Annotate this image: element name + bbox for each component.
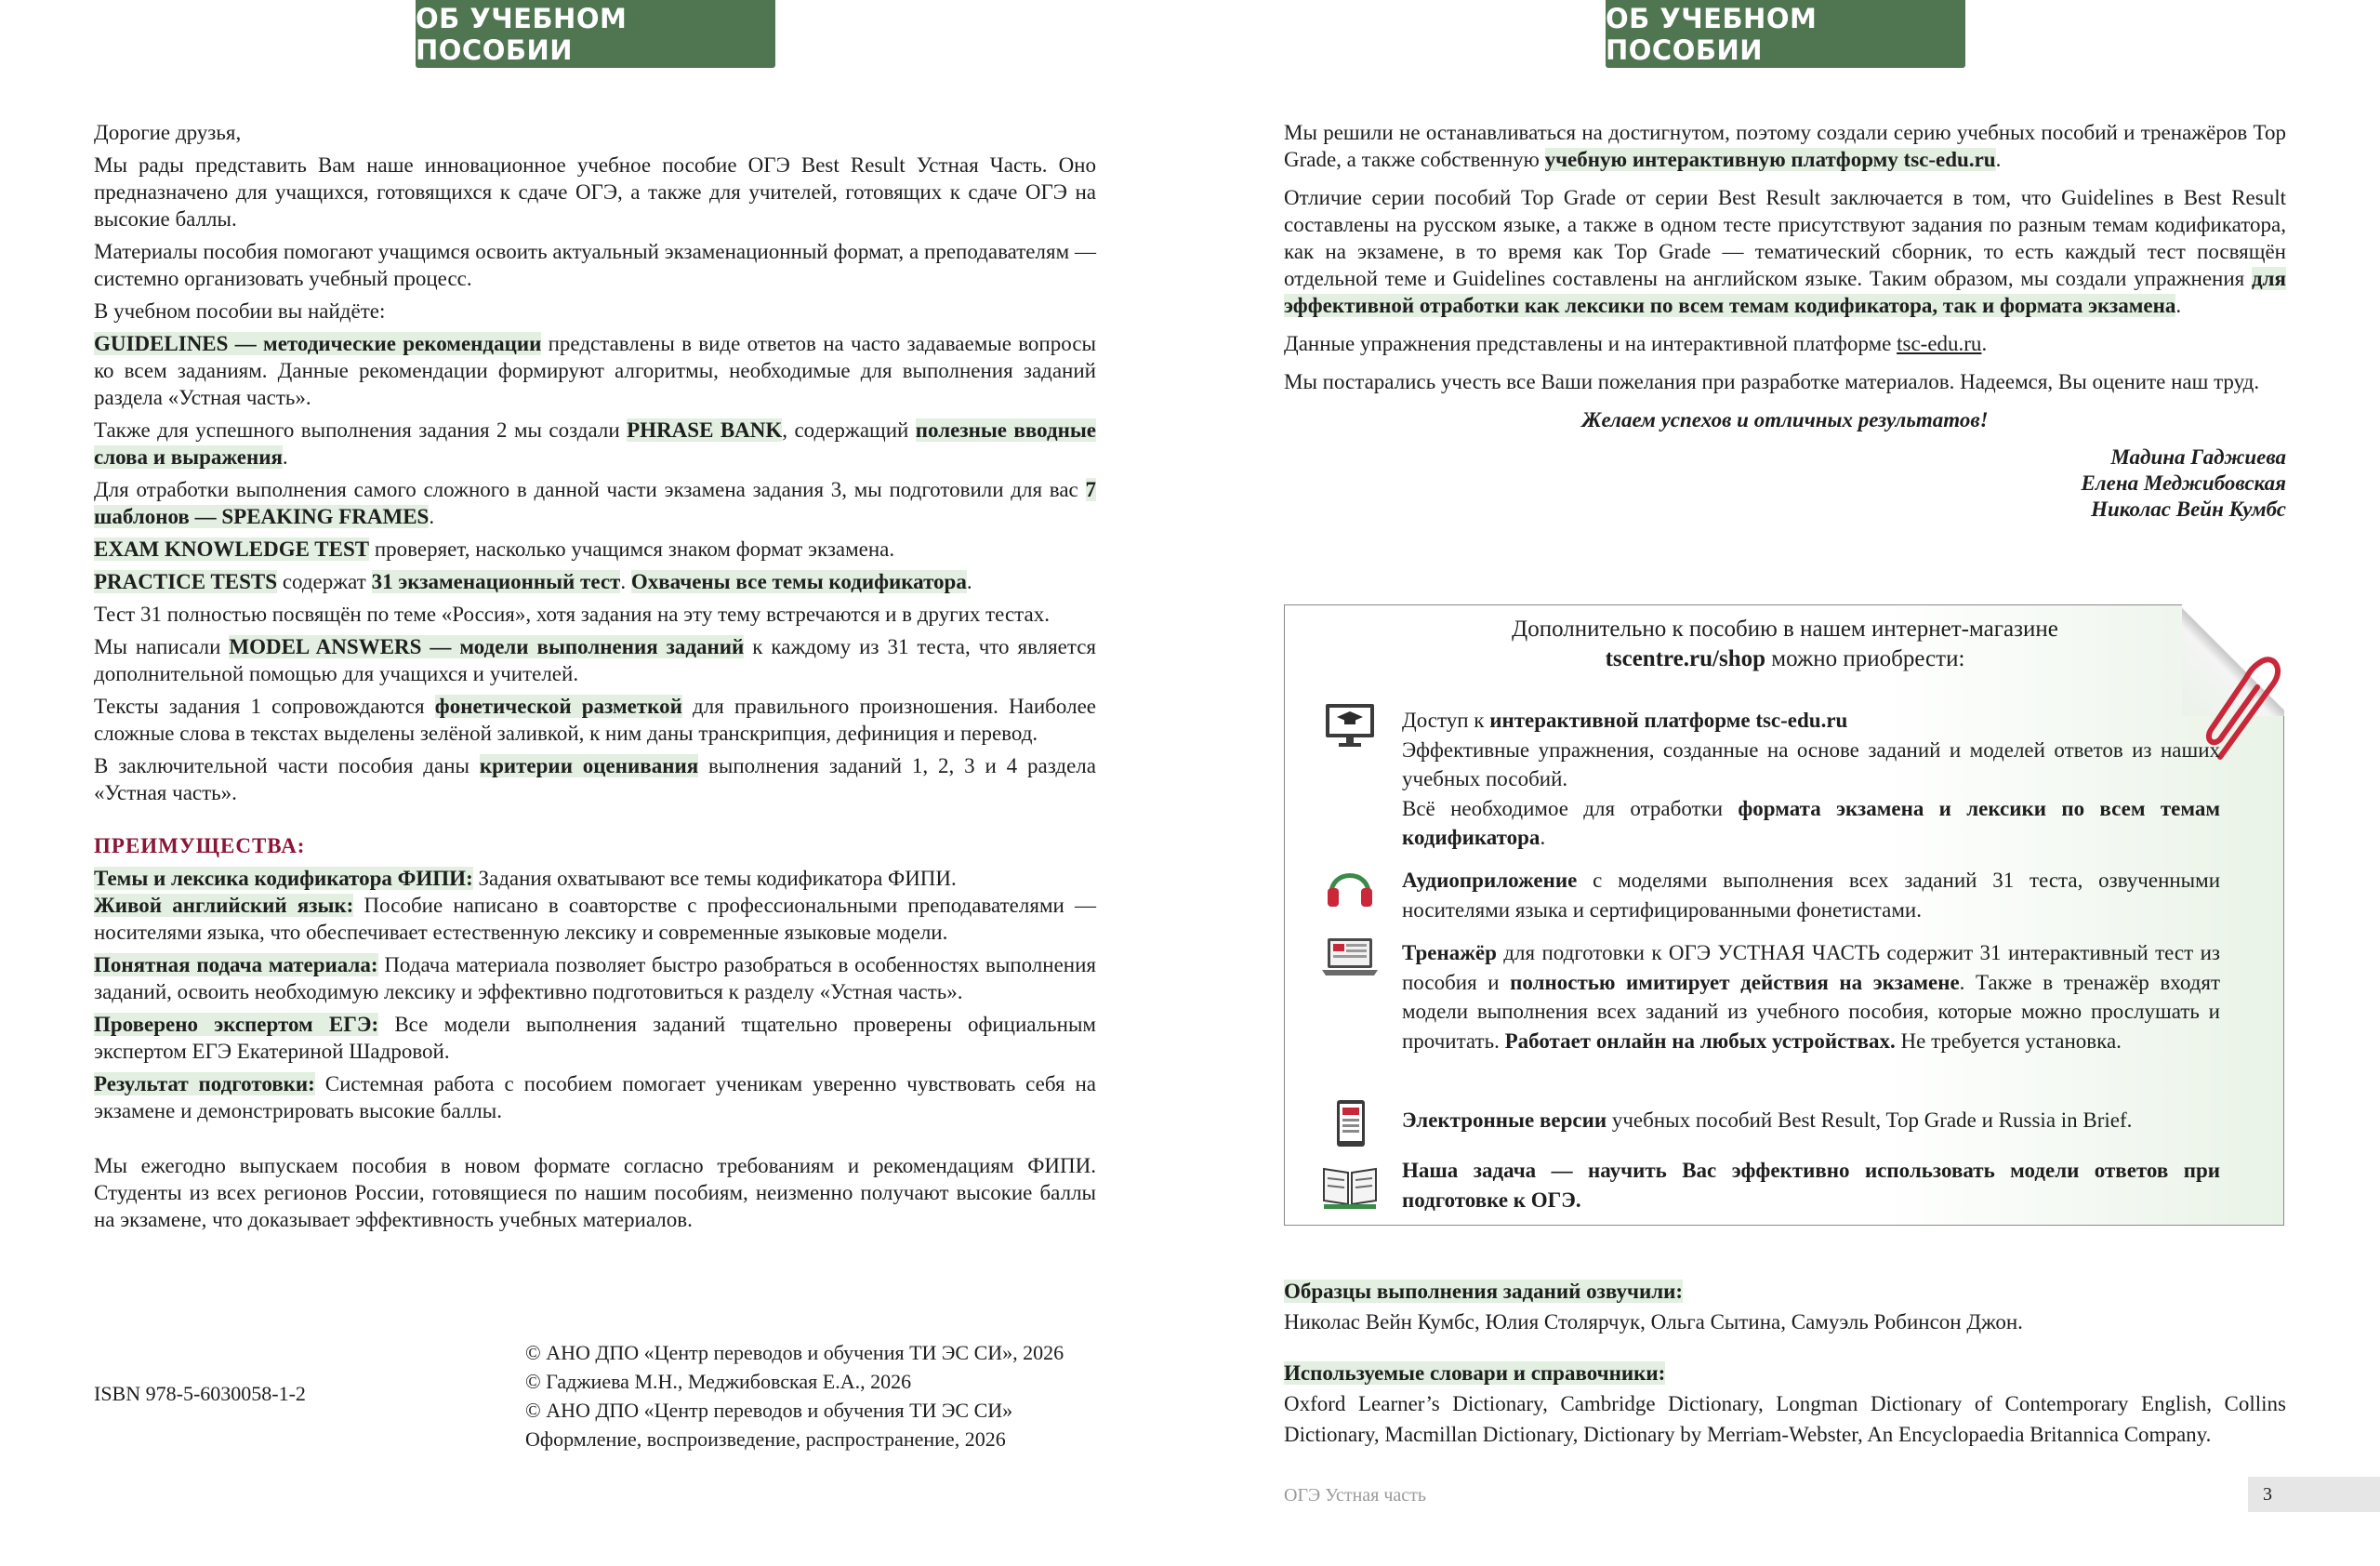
credits-block: [1284, 1276, 2286, 1450]
advantage-item: [94, 865, 1096, 892]
intro-paragraph: Мы рады представить Вам наше инновационное учебное пособие ОГЭ Best Result Устная Часть. Оно предназначено для учащихся, готовящихся к сдаче ОГЭ, а также для учителей, готовящих к сдаче ОГЭ на высокие баллы.: [94, 153, 1096, 231]
signature: Николас Вейн Кумбс: [2091, 498, 2286, 521]
advantage-text: Системная работа с пособием помогает ученикам уверенно чувствовать себя на экзамене и демонстрировать высокие баллы.: [94, 1072, 1096, 1122]
right-text-column: [1284, 119, 2286, 523]
copyright-line: © АНО ДПО «Центр переводов и обучения ТИ ЭС СИ», 2026: [525, 1341, 1064, 1364]
advantage-item: [94, 892, 1096, 946]
page-header-tab: ОБ УЧЕБНОМ ПОСОБИИ: [416, 0, 775, 68]
greeting: Дорогие друзья,: [94, 121, 242, 144]
laptop-icon: [1320, 931, 1380, 983]
box-title: [1285, 615, 2285, 674]
advantage-text: Пособие написано в соавторстве с профессиональными преподавателями — носителями языка, что обеспечивает естественную лексику и современные языковые модели.: [94, 894, 1096, 944]
guidelines-highlight: GUIDELINES — методические рекомендации: [94, 332, 542, 355]
advantage-label: Темы и лексика кодификатора ФИПИ:: [94, 867, 473, 890]
box-item-platform: [1402, 706, 2220, 853]
exercise-highlight: для эффективной отработки как лексики по всем темам кодификатора, так и формата экзамена: [1284, 267, 2286, 317]
advantage-label: Живой английский язык:: [94, 894, 354, 917]
phrase-bank-highlight: PHRASE BANK: [627, 418, 783, 442]
signature: Мадина Гаджиева: [2110, 445, 2286, 469]
p1-text-b: .: [1995, 148, 2002, 171]
p2-text-a: Отличие серии пособий Top Grade от серии Best Result заключается в том, что Guidelines в Best Result составлены на русском языке, а также в одном тесте присутствуют задания по разным темам кодификатора, как на экзамене, в то время как Top Grade — тематический сборник, то есть каждый тест посвящён отдельной теме и Guidelines составлены на английском языке. Таким образом, мы создали упражнения: [1284, 186, 2286, 290]
speaking-text-a: Для отработки выполнения самого сложного в данной части экзамена задания 3, мы подготовили для вас: [94, 478, 1086, 501]
graduation-monitor-icon: [1320, 698, 1380, 750]
isbn: ISBN 978-5-6030058-1-2: [94, 1382, 306, 1405]
exam-knowledge-highlight: EXAM KNOWLEDGE TEST: [94, 537, 370, 561]
i1-text-c: Эффективные упражнения, созданные на основе заданий и моделей ответов из наших учебных пособий.: [1402, 737, 2220, 790]
practice-text-c: .: [966, 570, 972, 593]
exam-knowledge-paragraph: [94, 536, 1096, 563]
platform-link[interactable]: tsc-edu.ru: [1897, 332, 1982, 355]
i3-text-d: . Также в тренажёр входят модели выполнения всех заданий из учебного пособия, которые можно прослушать и прочитать.: [1402, 970, 2220, 1053]
phrase-text-c: .: [282, 445, 288, 469]
exam-knowledge-text: проверяет, насколько учащимся знаком формат экзамена.: [369, 537, 895, 561]
p3-text-b: .: [1981, 332, 1988, 355]
copyright-line: Оформление, воспроизведение, распространение, 2026: [525, 1427, 1006, 1451]
phrase-text-b: , содержащий: [782, 418, 916, 442]
page-number: 3: [2248, 1477, 2380, 1512]
headphones-icon: [1320, 858, 1380, 910]
mission-text: Наша задача — научить Вас эффективно использовать модели ответов при подготовке к ОГЭ.: [1402, 1159, 2220, 1212]
copyright-line: © Гаджиева М.Н., Меджибовская Е.А., 2026: [525, 1370, 912, 1393]
practice-text-b: .: [620, 570, 631, 593]
advantage-text: Подача материала позволяет быстро разобраться в особенностях выполнения заданий, освоить необходимую лексику и эффективно подготовиться к разделу «Устная часть».: [94, 953, 1096, 1003]
i3-title: Тренажёр: [1402, 941, 1497, 964]
model-answers-paragraph: [94, 633, 1096, 687]
i4-text: учебных пособий Best Result, Top Grade и Russia in Brief.: [1606, 1108, 2133, 1132]
i1-text-e: формата экзамена и лексики по всем темам кодификатора: [1402, 796, 2221, 849]
difference-paragraph: [1284, 184, 2286, 319]
shop-info-box: [1284, 604, 2284, 1226]
i3-text-c: полностью имитирует действия на экзамене: [1510, 970, 1960, 994]
speaking-frames-highlight: 7 шаблонов — SPEAKING FRAMES: [94, 478, 1096, 528]
advantage-item: [94, 1011, 1096, 1065]
practice-tests-highlight: PRACTICE TESTS: [94, 570, 278, 593]
advantage-item: [94, 951, 1096, 1005]
box-item-ebooks: [1402, 1106, 2220, 1135]
platform-highlight: учебную интерактивную платформу tsc-edu.ru: [1544, 148, 1996, 171]
advantage-label: Результат подготовки:: [94, 1072, 315, 1095]
advantage-label: Понятная подача материала:: [94, 953, 378, 976]
wishes-paragraph: Мы постарались учесть все Ваши пожелания при разработке материалов. Надеемся, Вы оцените наш труд.: [1284, 370, 2260, 393]
i3-text-e: Работает онлайн на любых устройствах.: [1504, 1029, 1896, 1053]
i1-text-d: Всё необходимое для отработки: [1402, 796, 1739, 820]
find-paragraph: В учебном пособии вы найдёте:: [94, 299, 386, 323]
dictionaries-title: Используемые словари и справочники:: [1284, 1361, 1666, 1385]
p2-text-b: .: [2175, 294, 2182, 317]
left-text-column: [94, 119, 1096, 1239]
practice-text-a: содержат: [277, 570, 372, 593]
advantages-title: ПРЕИМУЩЕСТВА:: [94, 834, 306, 857]
box-title-line1: Дополнительно к пособию в нашем интернет-магазине: [1512, 617, 2058, 642]
advantage-label: Проверено экспертом ЕГЭ:: [94, 1013, 379, 1036]
box-item-audio: [1402, 866, 2220, 924]
phrase-text-a: Также для успешного выполнения задания 2 мы создали: [94, 418, 628, 442]
practice-tests-paragraph: [94, 568, 1096, 595]
signature: Елена Меджибовская: [2081, 471, 2286, 495]
criteria-paragraph: [94, 752, 1096, 806]
criteria-highlight: критерии оценивания: [479, 754, 699, 777]
phrase-words-highlight: полезные вводные слова и выражения: [94, 418, 1097, 469]
ma-text-b: к каждому из 31 теста, что является дополнительной помощью для учащихся и учителей.: [94, 635, 1097, 685]
i2-text: с моделями выполнения всех заданий 31 теста, озвученными носителями языка и сертифицированными фонетистами.: [1402, 869, 2220, 922]
i1-text-f: .: [1540, 826, 1546, 849]
box-title-rest: можно приобрести:: [1765, 646, 1965, 671]
i3-text-f: Не требуется установка.: [1895, 1029, 2122, 1053]
test31-paragraph: Тест 31 полностью посвящён по теме «Россия», хотя задания на эту тему встречаются и в других тестах.: [94, 603, 1050, 626]
open-book-icon: [1320, 1160, 1380, 1212]
ebook-icon: [1320, 1098, 1380, 1150]
box-item-trainer: [1402, 938, 2220, 1055]
p1-text-a: Мы решили не останавливаться на достигнутом, поэтому создали серию учебных пособий и тренажёров Top Grade, а также собственную: [1284, 121, 2286, 171]
materials-paragraph: Материалы пособия помогают учащимся освоить актуальный экзаменационный формат, а преподавателям — системно организовать учебный процесс.: [94, 240, 1096, 290]
platform-paragraph: [1284, 119, 2286, 173]
advantage-text: Все модели выполнения заданий тщательно проверены официальным экспертом ЕГЭ Екатериной Шадровой.: [94, 1013, 1096, 1063]
advantage-item: [94, 1070, 1096, 1124]
phon-text-b: для правильного произношения. Наиболее сложные слова в текстах выделены зелёной заливкой, к ним даны транскрипция, дефиниция и перевод.: [94, 695, 1096, 745]
page-header-tab: ОБ УЧЕБНОМ ПОСОБИИ: [1606, 0, 1965, 68]
speaking-text-b: .: [429, 505, 435, 528]
phonetic-paragraph: [94, 693, 1096, 747]
guidelines-text: представлены в виде ответов на часто задаваемые вопросы ко всем заданиям. Данные рекомендации формируют алгоритмы, необходимые для выполнения заданий раздела «Устная часть».: [94, 332, 1096, 409]
i1-platform: интерактивной платформе tsc-edu.ru: [1489, 709, 1848, 732]
dictionaries-list: Oxford Learner’s Dictionary, Cambridge Dictionary, Longman Dictionary of Contemporary English, Collins Dictionary, Macmillan Dictionary, Dictionary by Merriam-Webster, An Encyclopaedia Britannica Company.: [1284, 1392, 2286, 1446]
speaking-frames-paragraph: [94, 476, 1096, 530]
i2-title: Аудиоприложение: [1402, 869, 1578, 892]
phonetic-highlight: фонетической разметкой: [434, 695, 682, 718]
voices-title: Образцы выполнения заданий озвучили:: [1284, 1280, 1684, 1303]
copyright-line: © АНО ДПО «Центр переводов и обучения ТИ ЭС СИ»: [525, 1399, 1013, 1422]
phrase-bank-paragraph: [94, 417, 1096, 471]
test-count-highlight: 31 экзаменационный тест: [371, 570, 621, 593]
i3-text-b: для подготовки к ОГЭ УСТНАЯ ЧАСТЬ содержит 31 интерактивный тест из пособия и: [1402, 941, 2220, 994]
crit-text-b: выполнения заданий 1, 2, 3 и 4 раздела «Устная часть».: [94, 754, 1096, 804]
i4-title: Электронные версии: [1402, 1108, 1607, 1132]
advantage-text: Задания охватывают все темы кодификатора ФИПИ.: [472, 867, 957, 890]
voices-list: Николас Вейн Кумбс, Юлия Столярчук, Ольга Сытина, Самуэль Робинсон Джон.: [1284, 1310, 2023, 1334]
guidelines-paragraph: [94, 330, 1096, 411]
platform-link-paragraph: [1284, 330, 2286, 357]
all-topics-highlight: Охвачены все темы кодификатора: [630, 570, 967, 593]
ma-text-a: Мы написали: [94, 635, 230, 658]
shop-link[interactable]: tscentre.ru/shop: [1605, 646, 1766, 671]
i1-text-a: Доступ к: [1402, 709, 1490, 732]
crit-text-a: В заключительной части пособия даны: [94, 754, 480, 777]
p3-text-a: Данные упражнения представлены и на интерактивной платформе: [1284, 332, 1897, 355]
footer-book-title: ОГЭ Устная часть: [1284, 1485, 1427, 1506]
box-item-mission: [1402, 1156, 2220, 1214]
phon-text-a: Тексты задания 1 сопровождаются: [94, 695, 435, 718]
copyright-block: [525, 1338, 1064, 1453]
model-answers-highlight: MODEL ANSWERS — модели выполнения заданий: [229, 635, 745, 658]
yearly-paragraph: Мы ежегодно выпускаем пособия в новом формате согласно требованиям и рекомендациям ФИПИ. Студенты из всех регионов России, готовящиеся по нашим пособиям, неизменно получают высокие баллы на экзамене, что доказывает эффективность учебных материалов.: [94, 1154, 1096, 1231]
wish-line: Желаем успехов и отличных результатов!: [1581, 408, 1989, 431]
